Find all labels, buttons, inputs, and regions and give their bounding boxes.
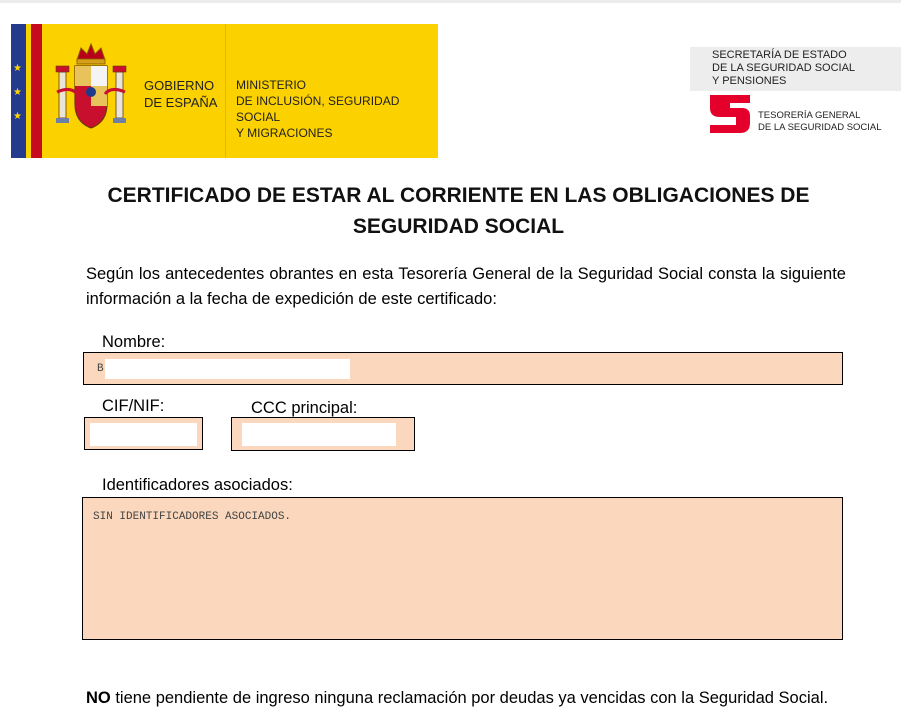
- secretaria-line: Y PENSIONES: [712, 75, 787, 87]
- certificate-title: [60, 180, 857, 242]
- identificadores-label: Identificadores asociados:: [102, 476, 293, 494]
- identificadores-value: SIN IDENTIFICADORES ASOCIADOS.: [93, 511, 292, 523]
- star-icon: ★: [13, 87, 22, 98]
- intro-paragraph: Según los antecedentes obrantes en esta Tesorería General de la Seguridad Social consta la siguiente información a la fecha de expedición de este certificado:: [86, 265, 846, 308]
- secretaria-text: [712, 49, 855, 88]
- title-line: CERTIFICADO DE ESTAR AL CORRIENTE EN LAS OBLIGACIONES DE: [107, 184, 810, 207]
- secretaria-line: SECRETARÍA DE ESTADO: [712, 49, 847, 61]
- tesoreria-line: DE LA SEGURIDAD SOCIAL: [758, 122, 882, 133]
- ministry-line: MINISTERIO: [236, 78, 307, 92]
- secretaria-line: DE LA SEGURIDAD SOCIAL: [712, 62, 856, 74]
- tgss-logo-icon: [708, 95, 752, 133]
- final-bold: NO: [86, 689, 111, 707]
- title-line: SEGURIDAD SOCIAL: [352, 215, 565, 238]
- ccc-label: CCC principal:: [251, 399, 358, 417]
- eu-flag-strip: [11, 24, 26, 158]
- identificadores-field: [82, 497, 843, 640]
- star-icon: ★: [13, 63, 22, 74]
- gov-line: DE ESPAÑA: [144, 95, 218, 110]
- nombre-label: Nombre:: [102, 333, 166, 351]
- government-banner: [11, 24, 438, 158]
- redaction-block: [90, 423, 197, 446]
- cif-label: CIF/NIF:: [102, 397, 165, 415]
- redaction-block: [105, 359, 350, 379]
- ccc-field: [231, 417, 415, 451]
- coat-of-arms-icon: [51, 42, 131, 142]
- ministry-line: Y MIGRACIONES: [236, 126, 333, 140]
- ministry-text: [236, 77, 438, 141]
- tesoreria-line: TESORERÍA GENERAL: [758, 110, 861, 121]
- star-icon: ★: [13, 111, 22, 122]
- redaction-block: [242, 423, 396, 446]
- nombre-value: B: [97, 363, 104, 375]
- spain-flag-red: [31, 24, 42, 158]
- ministry-line: DE INCLUSIÓN, SEGURIDAD SOCIAL: [236, 94, 400, 124]
- final-statement: [86, 687, 846, 709]
- nombre-field: [83, 352, 843, 385]
- gov-line: GOBIERNO: [144, 78, 215, 93]
- banner-separator: [225, 24, 226, 158]
- gobierno-de-espana-text: [144, 77, 217, 111]
- tesoreria-text: [758, 110, 882, 134]
- cif-field: [84, 417, 203, 450]
- final-text: tiene pendiente de ingreso ninguna reclamación por deudas ya vencidas con la Seguridad Social.: [110, 689, 829, 707]
- top-divider: [0, 0, 901, 3]
